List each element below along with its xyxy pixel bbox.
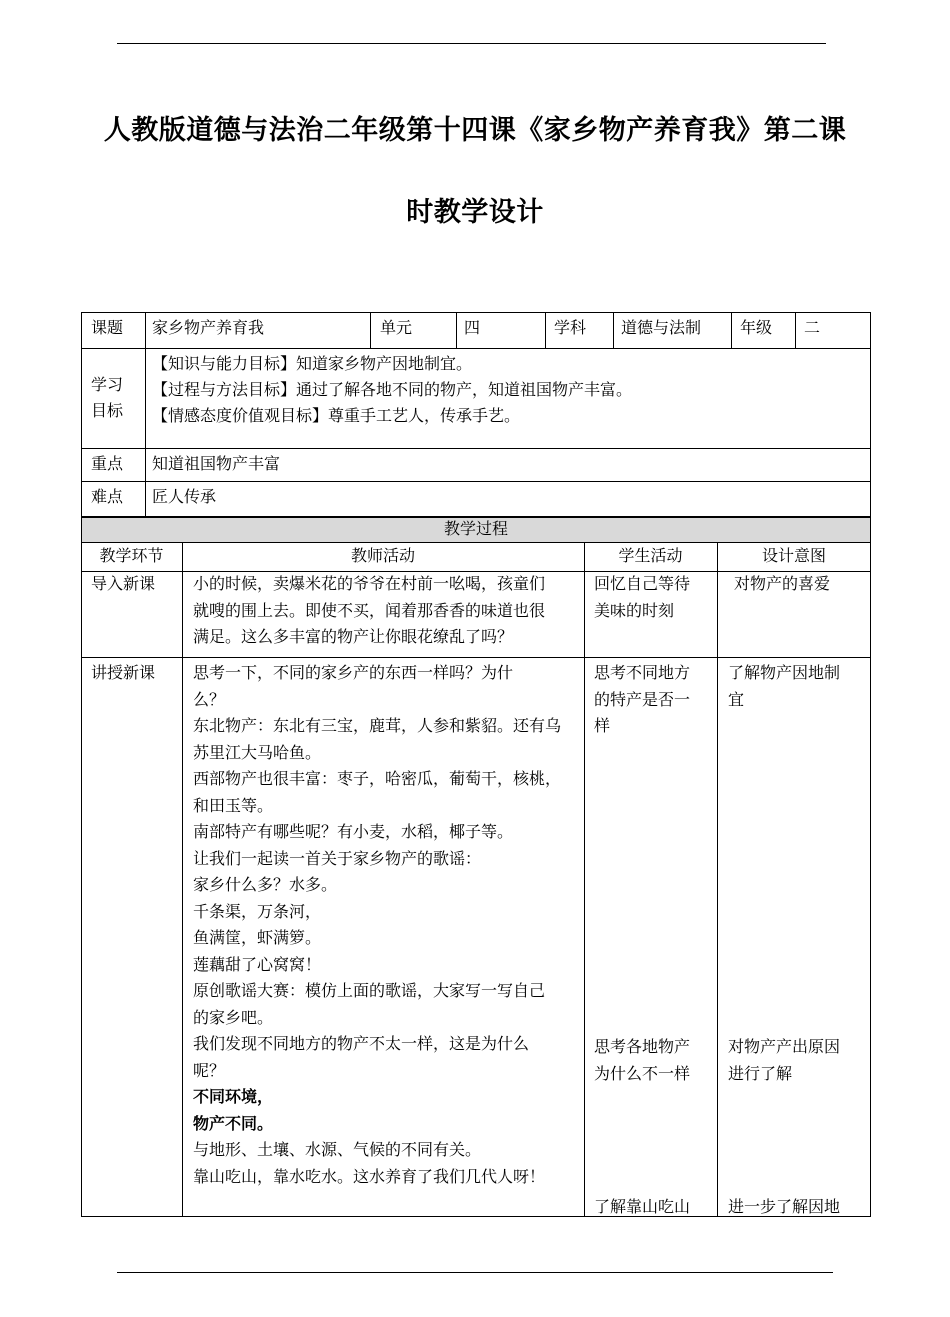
teacher-lesson-line: 思考一下，不同的家乡产的东西一样吗？为什 [193, 663, 514, 682]
header-teacher: 教师活动 [350, 546, 415, 565]
goal-knowledge: 【知识与能力目标】知道家乡物产因地制宜。 [152, 354, 473, 373]
key-point-label: 重点 [91, 454, 124, 473]
goal-process: 【过程与方法目标】通过了解各地不同的物产，知道祖国物产丰富。 [152, 380, 633, 399]
intent-lesson-line: 宜 [728, 689, 745, 709]
student-lesson-line: 为什么不一样 [594, 1063, 691, 1083]
teacher-lesson-line: 与地形、土壤、水源、气候的不同有关。 [193, 1140, 482, 1159]
student-lesson-line: 样 [594, 716, 611, 735]
grade-value: 二 [804, 318, 821, 337]
intent-intro-line: 对物产的喜爱 [734, 574, 831, 593]
teacher-intro-line: 小的时候，卖爆米花的爷爷在村前一吆喝，孩童们 [193, 574, 546, 593]
teacher-lesson-line: 西部物产也很丰富：枣子，哈密瓜，葡萄干，核桃， [193, 769, 562, 788]
stage-intro: 导入新课 [91, 574, 156, 593]
intent-lesson-line: 对物产产出原因 [728, 1037, 841, 1056]
grade-label: 年级 [740, 318, 773, 337]
goal-attitude: 【情感态度价值观目标】尊重手工艺人，传承手艺。 [152, 406, 521, 425]
student-intro-line: 美味的时刻 [594, 600, 675, 620]
teacher-lesson-line: 东北物产：东北有三宝，鹿茸，人参和紫貂。还有乌 [193, 716, 562, 735]
stage-new-lesson: 讲授新课 [91, 663, 156, 682]
teacher-lesson-line: 家乡什么多？水多。 [193, 875, 338, 894]
goals-label-1: 学习 [91, 375, 124, 394]
page-title-line-2: 时教学设计 [406, 197, 544, 228]
header-student: 学生活动 [618, 546, 683, 565]
teacher-lesson-line: 莲藕甜了心窝窝！ [193, 954, 322, 974]
header-rule [117, 43, 826, 44]
teacher-lesson-line: 靠山吃山，靠水吃水。这水养育了我们几代人呀！ [193, 1166, 546, 1186]
teacher-lesson-line: 我们发现不同地方的物产不太一样，这是为什么 [193, 1034, 530, 1053]
teacher-lesson-line: 原创歌谣大赛：模仿上面的歌谣，大家写一写自己 [193, 981, 546, 1000]
teacher-lesson-line: 鱼满筐，虾满箩。 [193, 928, 322, 947]
student-intro-line: 回忆自己等待 [594, 574, 691, 593]
student-lesson-line: 思考各地物产 [594, 1037, 691, 1056]
unit-label: 单元 [380, 318, 413, 337]
header-intent: 设计意图 [761, 546, 826, 565]
goals-label-2: 目标 [91, 401, 124, 420]
teacher-lesson-line: 和田玉等。 [193, 795, 274, 815]
subject-value: 道德与法制 [621, 318, 702, 337]
teacher-lesson-line: 么？ [193, 689, 226, 709]
subject-label: 学科 [554, 318, 587, 337]
key-point-value: 知道祖国物产丰富 [152, 454, 281, 473]
teacher-lesson-line: 不同环境， [193, 1087, 274, 1106]
difficulty-label: 难点 [91, 487, 124, 506]
teacher-intro-line: 满足。这么多丰富的物产让你眼花缭乱了吗？ [193, 627, 514, 646]
topic-label: 课题 [91, 318, 124, 337]
student-lesson-line: 了解靠山吃山 [594, 1197, 691, 1216]
student-lesson-line: 思考不同地方 [594, 663, 691, 682]
footer-rule [117, 1272, 833, 1273]
teacher-lesson-line: 物产不同。 [193, 1113, 274, 1133]
intent-lesson-line: 进一步了解因地 [728, 1197, 841, 1216]
student-lesson-line: 的特产是否一 [594, 689, 691, 709]
process-section-title: 教学过程 [443, 519, 508, 538]
intent-lesson-line: 进行了解 [728, 1063, 793, 1083]
intent-lesson-line: 了解物产因地制 [728, 663, 841, 682]
teacher-lesson-line: 呢？ [193, 1060, 226, 1080]
teacher-lesson-line: 苏里江大马哈鱼。 [193, 742, 322, 762]
teacher-lesson-line: 的家乡吧。 [193, 1007, 274, 1027]
teacher-lesson-line: 千条渠，万条河， [193, 901, 322, 921]
teacher-lesson-line: 南部特产有哪些呢？有小麦，水稻，椰子等。 [193, 822, 514, 841]
topic-value: 家乡物产养育我 [152, 318, 265, 337]
teacher-intro-line: 就嗖的围上去。即使不买，闻着那香香的味道也很 [193, 600, 546, 620]
header-stage: 教学环节 [99, 546, 164, 565]
page-title-line-1: 人教版道德与法治二年级第十四课《家乡物产养育我》第二课 [103, 115, 847, 146]
unit-value: 四 [464, 318, 481, 337]
difficulty-value: 匠人传承 [152, 487, 217, 506]
teacher-lesson-line: 让我们一起读一首关于家乡物产的歌谣： [193, 848, 482, 868]
